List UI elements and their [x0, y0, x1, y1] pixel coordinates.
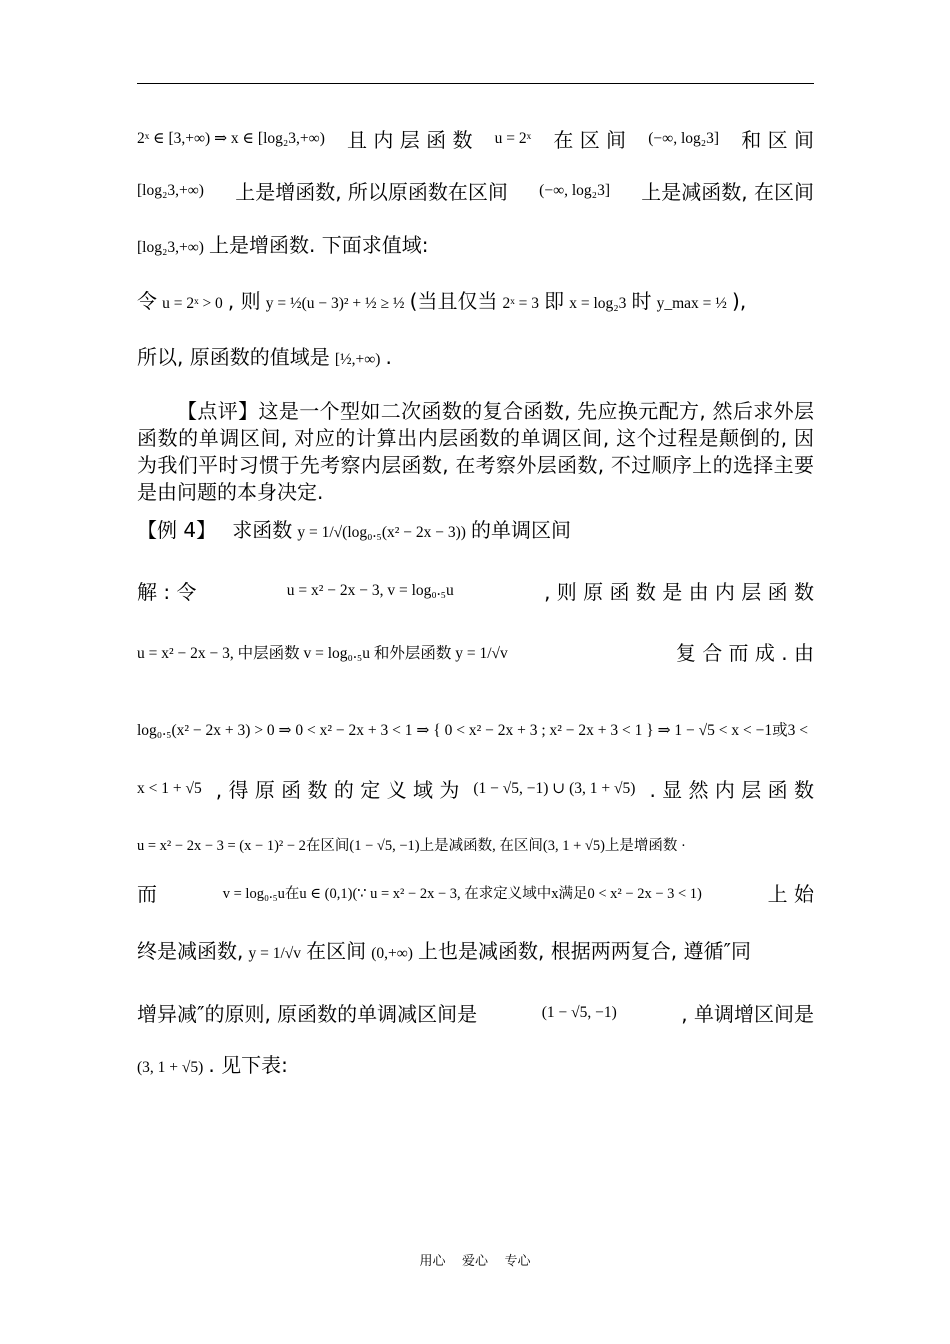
math-inline: y = 1/√v [248, 945, 302, 962]
text-line-5 [137, 341, 814, 370]
math-inline: (−∞, log₂3] [539, 181, 610, 199]
text-run: , 单调增区间是 [681, 1002, 814, 1026]
solution-line-9 [137, 1049, 814, 1078]
math-inline: [log₂3,+∞) [137, 239, 204, 256]
text-run: 和 区 间 [741, 128, 814, 152]
math-inline: x = log₂3 [569, 295, 627, 312]
text-run: ), [732, 289, 747, 313]
text-run: 在 区 间 [553, 128, 627, 152]
math-inline: y_max = ½ [656, 295, 727, 312]
page-footer: 用心 爱心 专心 [419, 1254, 531, 1269]
text-run: , 则 [227, 289, 261, 313]
math-inline: (3, 1 + √5) [137, 1059, 204, 1076]
text-line-3 [137, 229, 814, 258]
example-label: 【例 4】 [137, 518, 217, 542]
comment-paragraph: 【点评】这是一个型如二次函数的复合函数, 先应换元配方, 然后求外层函数的单调区间, 对应的计算出内层函数的单调区间, 这个过程是颠倒的, 因为我们平时习惯于先考察内层函数, 在考察外层函数, 不过顺序上的选择主要是由问题的本身决定. [137, 399, 814, 504]
text-run: 上是增函数, 所以原函数在区间 [235, 180, 508, 204]
solution-line-3 [137, 718, 814, 740]
math-inline: (−∞, log₂3] [648, 129, 720, 147]
math-inline: [log₂3,+∞) [137, 181, 204, 199]
header-rule [137, 83, 814, 84]
text-run: 上 始 [767, 882, 814, 906]
solution-line-2 [137, 637, 814, 666]
math-inline: (1 − √5, −1) ∪ (3, 1 + √5) [473, 780, 636, 797]
text-line-2 [137, 176, 814, 205]
text-run: . 见下表: [208, 1053, 288, 1077]
solution-line-6 [137, 878, 814, 907]
text-run: 上是减函数, 在区间 [641, 180, 814, 204]
math-inline: (0,+∞) [371, 945, 413, 962]
text-run: 而 [137, 882, 157, 906]
solution-line-5 [137, 834, 814, 855]
solution-line-7 [137, 935, 814, 964]
text-run: 的单调区间 [471, 518, 572, 542]
math-inline: u = 2ˣ [494, 129, 532, 147]
text-run: . [385, 345, 392, 369]
text-run: 令 [137, 289, 157, 313]
text-run: 即 [544, 289, 565, 313]
text-line-4 [137, 285, 814, 314]
math-inline: [½,+∞) [334, 351, 381, 368]
solution-line-4 [137, 774, 814, 803]
text-run: 在区间 [306, 939, 367, 963]
text-run: 求函数 [232, 518, 293, 542]
text-line-1 [137, 124, 814, 153]
math-inline: x < 1 + √5 [137, 779, 202, 797]
text-run: , 得 原 函 数 的 定 义 域 为 [215, 778, 460, 802]
math-inline: y = ½(u − 3)² + ½ ≥ ½ [265, 295, 405, 312]
solution-line-1 [137, 576, 814, 605]
math-inline: u = x² − 2x − 3, v = log₀.₅u [286, 581, 454, 599]
math-inline: u = x² − 2x − 3, 中层函数 v = log₀.₅u 和外层函数 y = 1/√v [137, 644, 508, 662]
math-inline: 2ˣ ∈ [3,+∞) ⇒ x ∈ [log₂3,+∞) [137, 130, 325, 147]
text-run: 且 内 层 函 数 [347, 128, 473, 152]
math-inline: log₀.₅(x² − 2x + 3) > 0 ⇒ 0 < x² − 2x + 3 < 1 ⇒ { 0 < x² − 2x + 3 ; x² − 2x + 3 < 1 } ⇒ 1 − √5 < x < −1或3 < [137, 722, 809, 739]
math-inline: 2ˣ = 3 [502, 295, 540, 312]
math-inline: u = x² − 2x − 3 = (x − 1)² − 2在区间(1 − √5, −1)上是减函数, 在区间(3, 1 + √5)上是增函数 · [137, 838, 686, 854]
solution-line-8 [137, 998, 814, 1027]
text-run: 解 : 令 [137, 580, 197, 604]
text-run: 复 合 而 成 . 由 [675, 641, 814, 665]
example-heading [137, 514, 814, 543]
math-inline: (1 − √5, −1) [541, 1003, 617, 1021]
math-inline: v = log₀.₅u在u ∈ (0,1)(∵ u = x² − 2x − 3, 在求定义域中x满足0 < x² − 2x − 3 < 1) [222, 886, 702, 902]
text-run: 所以, 原函数的值域是 [137, 345, 330, 369]
text-run: . 显 然 内 层 函 数 [649, 778, 814, 802]
text-run: , 则 原 函 数 是 由 内 层 函 数 [544, 580, 814, 604]
text-run: 增异减″的原则, 原函数的单调减区间是 [137, 1002, 478, 1026]
text-run: (当且仅当 [409, 289, 498, 313]
text-run: 上也是减函数, 根据两两复合, 遵循″同 [418, 939, 751, 963]
text-run: 时 [631, 289, 652, 313]
math-inline: y = 1/√(log₀.₅(x² − 2x − 3)) [297, 524, 466, 541]
text-run: 上是增函数. 下面求值域: [209, 233, 429, 257]
text-run: 终是减函数, [137, 939, 244, 963]
math-inline: u = 2ˣ > 0 [162, 295, 223, 312]
